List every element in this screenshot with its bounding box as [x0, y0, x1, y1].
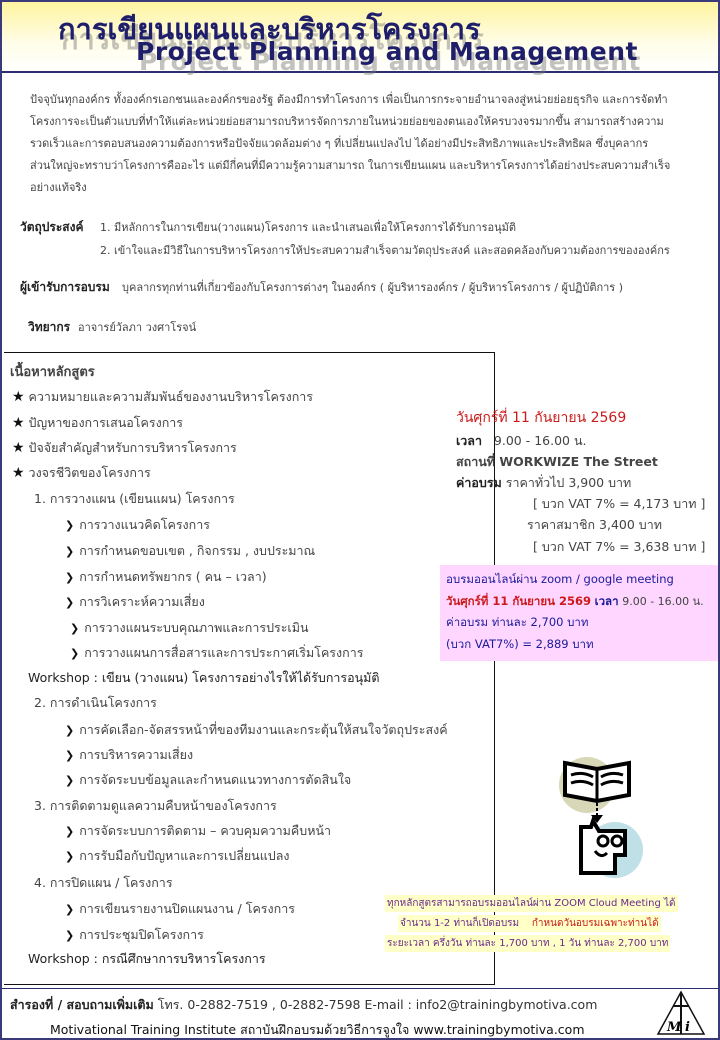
svg-text:M: M — [667, 1020, 682, 1035]
sub-item: ❯ การกำหนดทรัพยากร ( คน – เวลา) — [65, 569, 267, 584]
course-heading: เนื้อหาหลักสูตร — [10, 365, 95, 380]
topic-text: ปัจจัยสำคัญสำหรับการบริหารโครงการ — [28, 440, 237, 455]
note-highlight: กำหนดวันอบรมเฉพาะท่านได้ — [531, 918, 659, 929]
workshop-1: Workshop : เขียน (วางแผน) โครงการอย่างไรให้ได้รับการอนุมัติ — [28, 670, 380, 685]
arrow-icon: ❯ — [65, 571, 75, 584]
sub-item: ❯ การวางแผนระบบคุณภาพและการประเมิน — [70, 620, 309, 635]
fee-member: ราคาสมาชิก 3,400 บาท — [527, 517, 662, 532]
sub-item: ❯ การกำหนดขอบเขต , กิจกรรม , งบประมาณ — [65, 543, 316, 558]
note-line: ทุกหลักสูตรสามารถอบรมออนไลน์ผ่าน ZOOM Cloud Meeting ได้ — [385, 895, 678, 912]
online-time: 9.00 - 16.00 น. — [622, 595, 704, 608]
arrow-icon: ❯ — [65, 519, 75, 532]
arrow-icon: ❯ — [70, 647, 80, 660]
participants-text: บุคลากรทุกท่านที่เกี่ยวข้องกับโครงการต่างๆ ในองค์กร ( ผู้บริหารองค์กร / ผู้บริหารโครงการ / ผู้ปฏิบัติการ ) — [122, 281, 623, 294]
sub-item: ❯ การวางแผนการสื่อสารและการประกาศเริ่มโครงการ — [70, 645, 364, 660]
sub-item: ❯ การจัดระบบข้อมูลและกำหนดแนวทางการตัดสินใจ — [65, 772, 352, 787]
topic-text: วงจรชีวิตของโครงการ — [28, 465, 151, 480]
arrow-icon: ❯ — [65, 774, 75, 787]
institute-line: Motivational Training Institute สถาบันฝึกอบรมด้วยวิธีการจูงใจ www.trainingbymotiva.com — [50, 1022, 585, 1037]
time-label: เวลา — [456, 433, 482, 448]
intro-line: รวดเร็วและการตอบสนองความต้องการหรือปัจจัยแวดล้อมต่าง ๆ ที่เปลี่ยนแปลงไป ได้อย่างมีประสิทธิภาพและประสิทธิผล ซึ่งบุคลากร — [30, 137, 649, 150]
footer-divider — [2, 988, 718, 989]
arrow-icon: ❯ — [65, 825, 75, 838]
sub-item: ❯ การบริหารความเสี่ยง — [65, 747, 194, 762]
intro-line: อย่างแท้จริง — [30, 181, 87, 194]
arrow-icon: ❯ — [65, 596, 75, 609]
course-topic — [12, 438, 237, 458]
contact-label: สำรองที่ / สอบถามเพิ่มเติม — [10, 997, 154, 1012]
online-date: วันศุกร์ที่ 11 กันยายน 2569 — [446, 594, 591, 608]
speaker-label: วิทยากร — [28, 320, 71, 334]
intro-line: โครงการจะเป็นตัวแบบที่ทำให้แต่ละหน่วยย่อยสามารถบริหารจัดการภายในหน่วยย่อยของตนเองให้ครบวงจรมากขึ้น สามารถสร้างความ — [30, 115, 664, 128]
course-topic — [12, 463, 151, 483]
arrow-icon: ❯ — [65, 903, 75, 916]
fee-general-vat: [ บวก VAT 7% = 4,173 บาท ] — [533, 496, 706, 511]
book-reader-icon — [555, 755, 645, 880]
online-fee: ค่าอบรม ท่านละ 2,700 บาท — [446, 615, 589, 629]
objectives-label: วัตถุประสงค์ — [20, 220, 84, 234]
topic-text: ปัญหาของการเสนอโครงการ — [28, 415, 183, 430]
arrow-icon: ❯ — [65, 749, 75, 762]
speaker-name: อาจารย์วัลภา วงศาโรจน์ — [78, 321, 197, 334]
online-title: อบรมออนไลน์ผ่าน zoom / google meeting — [446, 572, 674, 586]
arrow-icon: ❯ — [65, 545, 75, 558]
sub-item: ❯ การจัดระบบการติดตาม – ควบคุมความคืบหน้า — [65, 823, 332, 838]
star-icon: ★ — [12, 389, 25, 405]
section-4: 4. การปิดแผน / โครงการ — [34, 875, 173, 890]
contact-info: โทร. 0-2882-7519 , 0-2882-7598 E-mail : info2@trainingbymotiva.com — [157, 997, 598, 1012]
fee-label: ค่าอบรม — [456, 475, 502, 490]
sub-item: ❯ การคัดเลือก-จัดสรรหน้าที่ของทีมงานและกระตุ้นให้สนใจวัตถุประสงค์ — [65, 722, 448, 737]
sub-item: ❯ การรับมือกับปัญหาและการเปลี่ยนแปลง — [65, 848, 290, 863]
star-icon: ★ — [12, 440, 25, 456]
course-topic — [12, 413, 183, 433]
star-icon: ★ — [12, 465, 25, 481]
participants-label: ผู้เข้ารับการอบรม — [20, 280, 110, 294]
star-icon: ★ — [12, 415, 25, 431]
note-line: ระยะเวลา ครึ่งวัน ท่านละ 1,700 บาท , 1 วัน ท่านละ 2,700 บาท — [385, 935, 670, 952]
title-english: Project Planning and Management — [136, 37, 638, 66]
section-1: 1. การวางแผน (เขียนแผน) โครงการ — [34, 491, 235, 506]
objective-item: 2. เข้าใจและมีวิธีในการบริหารโครงการให้ประสบความสำเร็จตามวัตถุประสงค์ และสอดคล้องกับความต้องการขององค์กร — [100, 244, 670, 257]
mti-logo — [655, 990, 707, 1036]
arrow-icon: ❯ — [65, 850, 75, 863]
sub-item: ❯ การเขียนรายงานปิดแผนงาน / โครงการ — [65, 901, 295, 916]
section-2: 2. การดำเนินโครงการ — [34, 695, 157, 710]
fee-member-vat: [ บวก VAT 7% = 3,638 บาท ] — [533, 539, 706, 554]
fee-general: ราคาทั่วไป 3,900 บาท — [505, 475, 632, 490]
arrow-icon: ❯ — [65, 724, 75, 737]
title-thai: การเขียนแผนและบริหารโครงการ — [58, 12, 481, 46]
online-time-label: เวลา — [594, 594, 619, 608]
time-value: 9.00 - 16.00 น. — [493, 433, 587, 448]
note-line: จำนวน 1-2 ท่านก็เปิดอบรม — [400, 918, 520, 929]
online-training-box — [440, 565, 718, 661]
objective-item: 1. มีหลักการในการเขียน(วางแผน)โครงการ และนำเสนอเพื่อให้โครงการได้รับการอนุมัติ — [100, 221, 517, 234]
venue: สถานที่ WORKWIZE The Street — [456, 454, 658, 469]
sub-item: ❯ การวิเคราะห์ความเสี่ยง — [65, 594, 205, 609]
course-topic — [12, 387, 313, 407]
arrow-icon: ❯ — [65, 929, 75, 942]
header-banner — [2, 2, 718, 73]
topic-text: ความหมายและความสัมพันธ์ของงานบริหารโครงการ — [28, 389, 314, 404]
arrow-icon: ❯ — [70, 622, 80, 635]
section-3: 3. การติดตามดูแลความคืบหน้าของโครงการ — [34, 798, 277, 813]
svg-text:i: i — [685, 1020, 690, 1035]
workshop-2: Workshop : กรณีศึกษาการบริหารโครงการ — [28, 951, 266, 966]
sub-item: ❯ การประชุมปิดโครงการ — [65, 927, 204, 942]
online-fee-vat: (บวก VAT7%) = 2,889 บาท — [446, 637, 594, 651]
intro-line: ปัจจุบันทุกองค์กร ทั้งองค์กรเอกชนและองค์กรของรัฐ ต้องมีการทำโครงการ เพื่อเป็นการกระจายอำนาจลงสู่หน่วยย่อยธุรกิจ และการจัดทำ — [30, 93, 668, 106]
sub-item: ❯ การวางแนวคิดโครงการ — [65, 517, 210, 532]
intro-line: ส่วนใหญ่จะทราบว่าโครงการคืออะไร แต่มีกี่คนที่มีความรู้ความสามารถ ในการเขียนแผน และบริหารโครงการได้อย่างประสบความสำเร็จ — [30, 159, 671, 172]
event-date: วันศุกร์ที่ 11 กันยายน 2569 — [456, 410, 627, 426]
